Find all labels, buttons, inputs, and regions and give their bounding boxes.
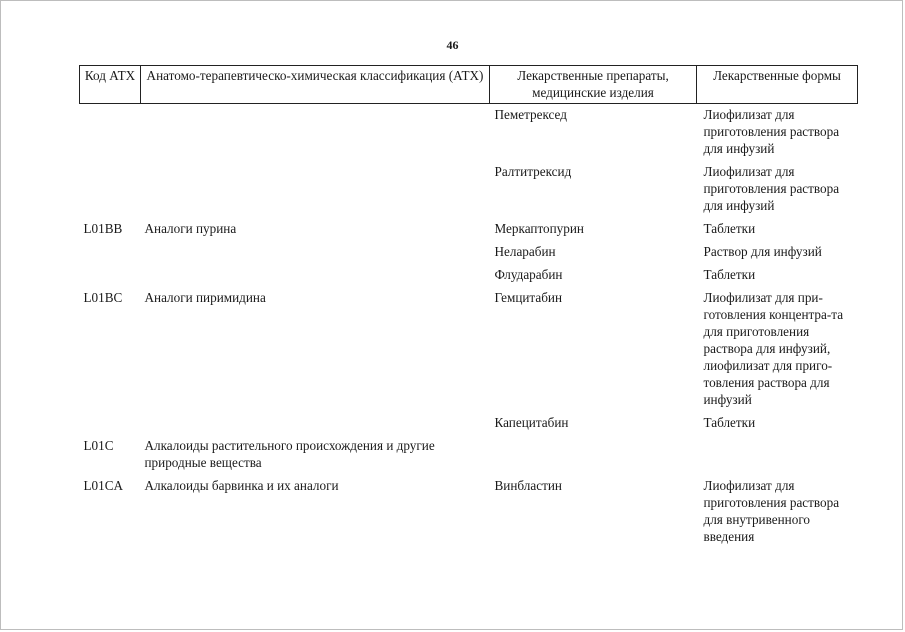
cell-code — [80, 412, 141, 435]
cell-atc: Алкалоиды барвинка и их аналоги — [144, 478, 339, 493]
header-code: Код АТХ — [80, 66, 141, 104]
cell-code — [80, 104, 141, 162]
cell-drug: Меркаптопурин — [494, 221, 584, 236]
cell-forms: Таблетки — [703, 221, 756, 236]
cell-atc — [141, 161, 490, 218]
cell-atc: Аналоги пиримидина — [144, 290, 266, 305]
cell-code: L01CA — [83, 478, 124, 493]
table-row — [80, 104, 858, 162]
cell-code: L01BC — [83, 290, 123, 305]
cell-atc — [141, 412, 490, 435]
cell-drug: Капецитабин — [494, 415, 569, 430]
cell-drug: Гемцитабин — [494, 290, 563, 305]
cell-drug: Флударабин — [494, 267, 563, 282]
cell-forms: Лиофилизат для приготовления раствора для инфузий — [703, 107, 840, 156]
table-row — [80, 218, 858, 241]
cell-code — [80, 264, 141, 287]
cell-code: L01BB — [83, 221, 123, 236]
table-row — [80, 435, 858, 475]
cell-forms: Лиофилизат для приготовления раствора для инфузий — [703, 164, 840, 213]
cell-drug: Ралтитрексид — [494, 164, 572, 179]
cell-forms: Таблетки — [703, 415, 756, 430]
cell-code: L01C — [83, 438, 114, 453]
table-row — [80, 161, 858, 218]
cell-forms: Лиофилизат для приготовления раствора для внутривенного введения — [703, 478, 840, 544]
table-row — [80, 287, 858, 412]
cell-forms: Лиофилизат для при-готовления концентра-та для приготовления раствора для инфузий, лиофилизат для приго-товления раствора для инфузий — [703, 290, 844, 407]
table-row — [80, 412, 858, 435]
cell-forms: Раствор для инфузий — [703, 244, 822, 259]
cell-atc — [141, 241, 490, 264]
cell-drug: Винбластин — [494, 478, 562, 493]
cell-drug: Пеметрексед — [494, 107, 567, 122]
table-row — [80, 241, 858, 264]
cell-drug — [490, 435, 697, 475]
header-atc: Анатомо-терапевтическо-химическая классификация (АТХ) — [141, 66, 490, 104]
cell-drug: Неларабин — [494, 244, 556, 259]
header-drugs: Лекарственные препараты, медицинские изделия — [490, 66, 697, 104]
atc-table — [79, 65, 858, 549]
cell-atc: Аналоги пурина — [144, 221, 237, 236]
header-forms: Лекарственные формы — [697, 66, 858, 104]
page-number: 46 — [446, 38, 459, 52]
table-row — [80, 264, 858, 287]
cell-code — [80, 241, 141, 264]
cell-atc — [141, 264, 490, 287]
table-header-row — [80, 66, 858, 104]
cell-forms: Таблетки — [703, 267, 756, 282]
cell-atc: Алкалоиды растительного происхождения и другие природные вещества — [144, 438, 435, 470]
cell-code — [80, 161, 141, 218]
table-row — [80, 475, 858, 549]
cell-atc — [141, 104, 490, 162]
cell-forms — [697, 435, 858, 475]
